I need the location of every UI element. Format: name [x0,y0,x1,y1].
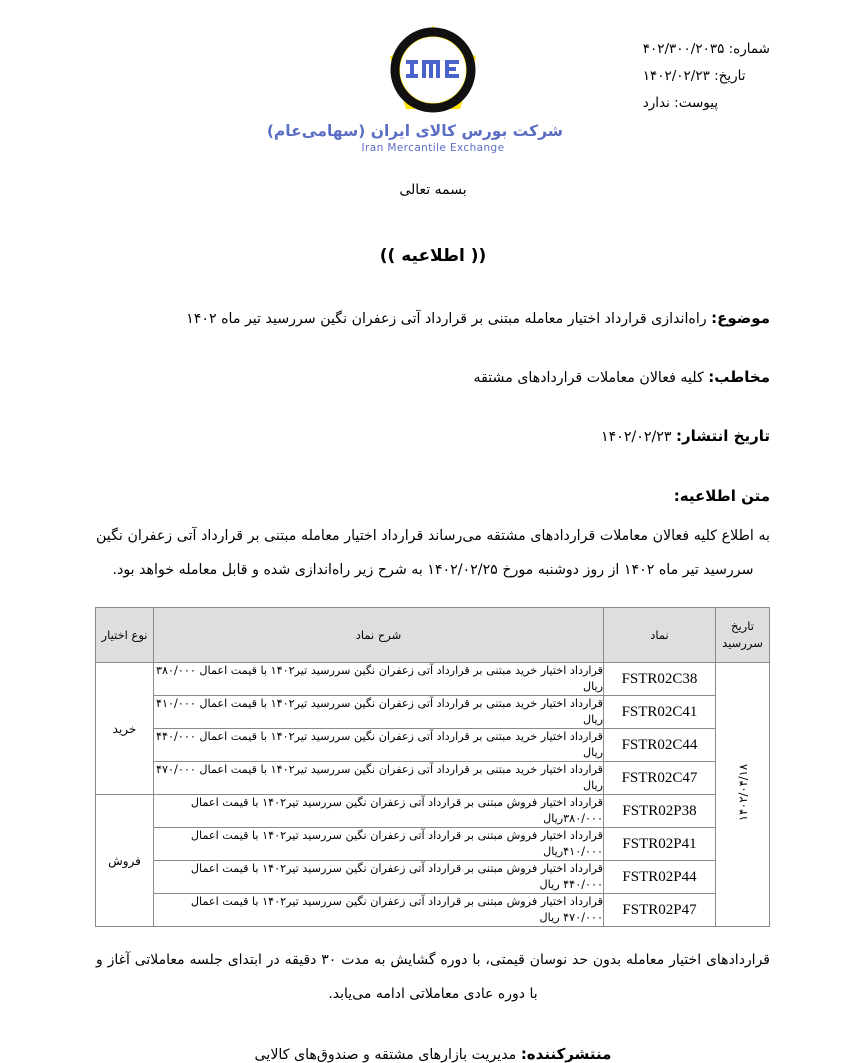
symbol-description-cell: قرارداد اختیار فروش مبتنی بر قرارداد آتی زعفران نگین سررسید تیر۱۴۰۲ با قیمت اعمال ۴۱۰/۰۰۰ریال [154,828,604,861]
publish-date-label: تاریخ انتشار: [676,427,770,445]
symbol-cell: FSTR02C44 [604,729,716,762]
body-heading: متن اطلاعیه: [673,487,770,505]
table-row [96,828,770,861]
maturity-date-value: ۱۴۰۲/۰۴/۱۸ [735,763,750,822]
publisher-line [96,1045,770,1063]
symbols-table-wrapper [96,607,770,927]
document-header [0,0,866,170]
document-date-label: تاریخ: [714,68,746,84]
symbol-description-cell: قرارداد اختیار فروش مبتنی بر قرارداد آتی زعفران نگین سررسید تیر۱۴۰۲ با قیمت اعمال ۴۷۰/۰۰۰ ریال [154,894,604,927]
table-row [96,795,770,828]
symbol-description-cell: قرارداد اختیار خرید مبتنی بر قرارداد آتی زعفران نگین سررسید تیر۱۴۰۲ با قیمت اعمال ۴۱۰/۰۰۰ ریال [154,696,604,729]
body-paragraph: به اطلاع کلیه فعالان معاملات قراردادهای مشتقه می‌رساند قرارداد اختیار معامله مبتنی بر قرارداد آتی زعفران نگین سررسید تیر ماه ۱۴۰۲ از روز دوشنبه مورخ ۱۴۰۲/۰۲/۲۵ به شرح زیر راه‌اندازی شده و قابل معامله خواهد بود. [96,528,770,578]
ime-logo-icon [385,22,481,118]
symbol-description-cell: قرارداد اختیار فروش مبتنی بر قرارداد آتی زعفران نگین سررسید تیر۱۴۰۲ با قیمت اعمال ۳۸۰/۰۰۰ریال [154,795,604,828]
symbols-table [95,607,770,927]
publish-date-value: ۱۴۰۲/۰۲/۲۳ [600,429,672,445]
table-row [96,762,770,795]
subject-value: راه‌اندازی قرارداد اختیار معامله مبتنی بر قرارداد آتی زعفران نگین سررسید تیر ماه ۱۴۰۲ [186,311,707,327]
symbol-description-cell: قرارداد اختیار خرید مبتنی بر قرارداد آتی زعفران نگین سررسید تیر۱۴۰۲ با قیمت اعمال ۴۷۰/۰۰۰ ریال [154,762,604,795]
publish-date-line [96,424,770,449]
document-attachment-label: پیوست: [674,95,719,111]
header-metadata [643,36,770,117]
table-row [96,696,770,729]
column-header-symbol: نماد [604,608,716,663]
column-header-maturity-date: تاریخ سررسید [716,608,770,663]
option-type-cell-buy: خرید [96,663,154,795]
organization-name-fa: شرکت بورس کالای ایران (سهامی‌عام) [266,122,563,140]
document-date-row [643,63,770,90]
symbol-cell: FSTR02P38 [604,795,716,828]
document-attachment-row [643,90,770,117]
table-header-row [96,608,770,663]
symbol-cell: FSTR02C47 [604,762,716,795]
basmala-line: بسمه تعالی [399,182,467,198]
symbol-cell: FSTR02P47 [604,894,716,927]
subject-line [96,306,770,331]
symbol-cell: FSTR02P41 [604,828,716,861]
symbol-cell: FSTR02C38 [604,663,716,696]
footer-paragraph: قراردادهای اختیار معامله بدون حد نوسان قیمتی، با دوره گشایش به مدت ۳۰ دقیقه در ابتدای جلسه معاملاتی آغاز و با دوره عادی معاملاتی ادامه می‌یابد. [96,952,770,1002]
audience-label: مخاطب: [708,368,770,386]
maturity-date-cell [716,663,770,927]
table-row [96,894,770,927]
table-row [96,663,770,696]
notice-title: (( اطلاعیه )) [379,246,487,266]
option-type-cell-sell: فروش [96,795,154,927]
symbol-description-cell: قرارداد اختیار فروش مبتنی بر قرارداد آتی زعفران نگین سررسید تیر۱۴۰۲ با قیمت اعمال ۴۴۰/۰۰۰ ریال [154,861,604,894]
symbols-table-head [96,608,770,663]
audience-value: کلیه فعالان معاملات قراردادهای مشتقه [473,370,704,386]
table-row [96,729,770,762]
document-attachment-value: ندارد [642,95,670,111]
symbol-cell: FSTR02C41 [604,696,716,729]
document-number-label: شماره: [728,41,770,57]
symbol-description-cell: قرارداد اختیار خرید مبتنی بر قرارداد آتی زعفران نگین سررسید تیر۱۴۰۲ با قیمت اعمال ۳۸۰/۰۰۰ ریال [154,663,604,696]
publisher-value: مدیریت بازارهای مشتقه و صندوق‌های کالایی [254,1047,517,1063]
column-header-symbol-description: شرح نماد [154,608,604,663]
organization-logo [266,22,563,156]
symbol-cell: FSTR02P44 [604,861,716,894]
document-body [0,306,866,587]
symbols-table-body [96,663,770,927]
document-number-row [643,36,770,63]
subject-label: موضوع: [711,309,770,327]
symbol-description-cell: قرارداد اختیار خرید مبتنی بر قرارداد آتی زعفران نگین سررسید تیر۱۴۰۲ با قیمت اعمال ۴۴۰/۰۰۰ ریال [154,729,604,762]
column-header-option-type: نوع اختیار [96,608,154,663]
document-number-value: ۴۰۲/۳۰۰/۲۰۳۵ [642,41,725,57]
table-row [96,861,770,894]
publisher-label: منتشرکننده: [520,1045,612,1063]
audience-line [96,365,770,390]
document-date-value: ۱۴۰۲/۰۲/۲۳ [642,68,710,84]
organization-name-en: Iran Mercantile Exchange [361,142,505,154]
